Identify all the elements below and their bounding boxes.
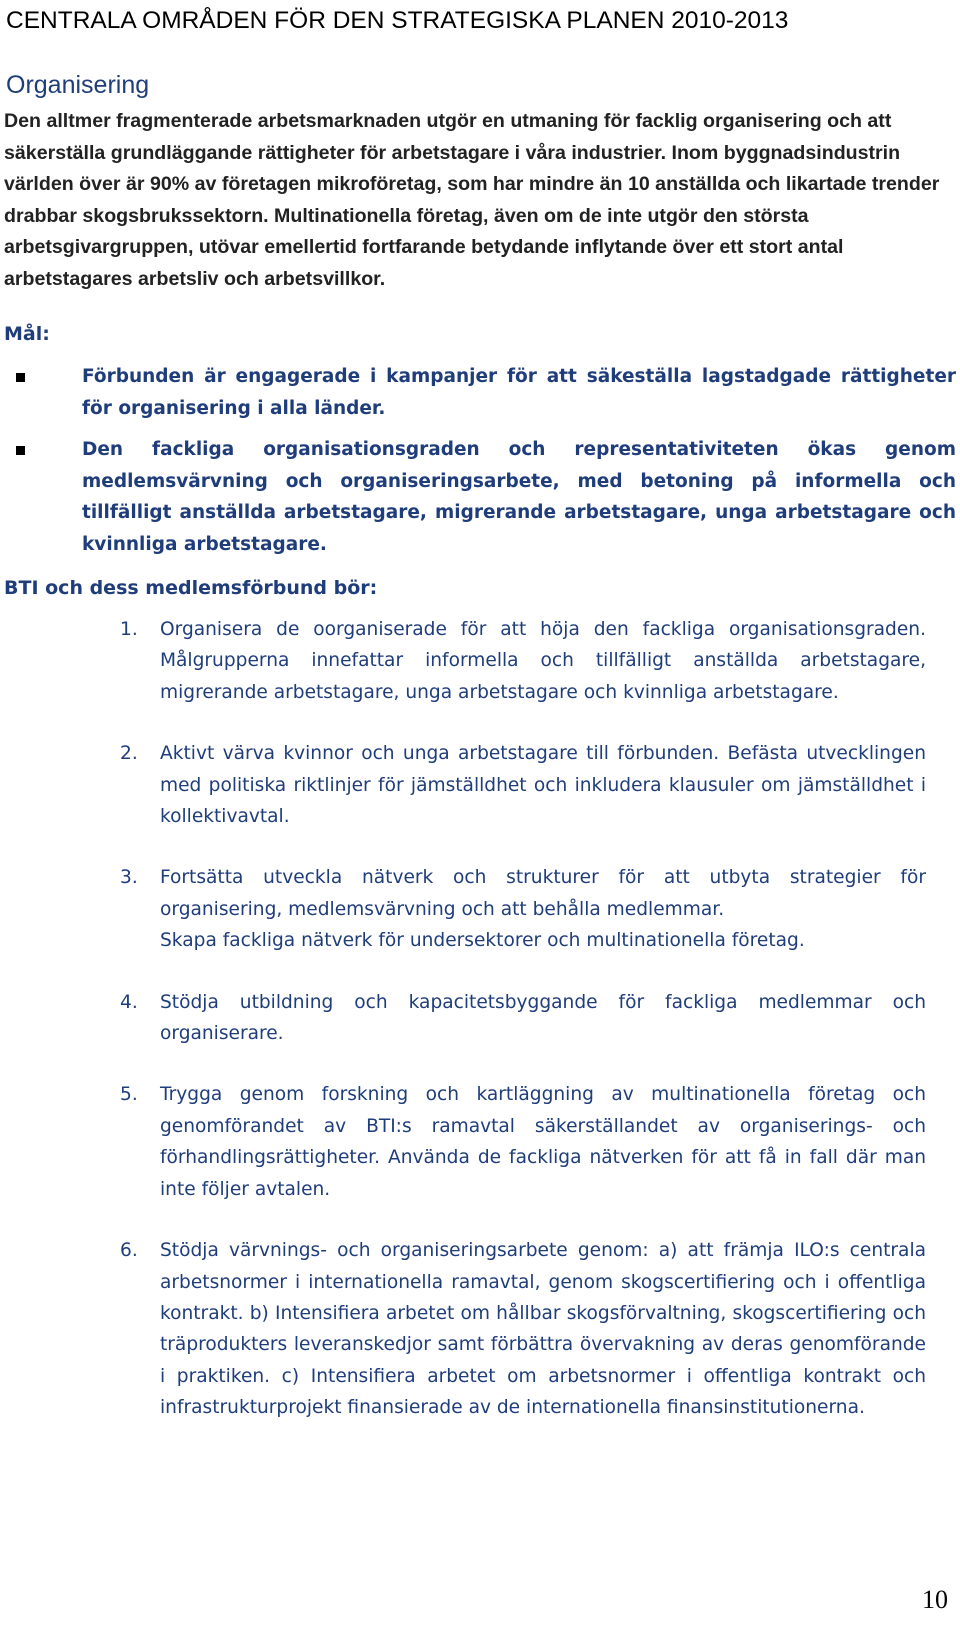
actions-label: BTI och dess medlemsförbund bör: xyxy=(4,577,378,599)
square-bullet-icon xyxy=(16,446,25,455)
goal-text: Den fackliga organisationsgraden och representativiteten ökas genom medlemsvärvning och organiseringsarbete, med betoning på informella och tillfälligt anställda arbetstagare, migrerande arbetstagare, unga arbetstagare och kvinnliga arbetstagare. xyxy=(82,439,956,555)
actions-list xyxy=(120,614,926,1454)
action-text: Stödja utbildning och kapacitetsbyggande för fackliga medlemmar och organiserare. xyxy=(160,991,926,1045)
intro-paragraph xyxy=(4,106,960,295)
section-heading: Organisering xyxy=(6,71,150,99)
action-number: 4. xyxy=(120,991,138,1013)
intro-text: Den alltmer fragmenterade arbetsmarknaden utgör en utmaning för facklig organisering och att säkerställa grundläggande rättigheter för arbetstagare i våra industrier. Inom byggnadsindustrin världen över är 90% av företagen mikroföretag, som har mindre än 10 anställda och likartade trender drabbar skogsbrukssektorn. Multinationella företag, även om de inte utgör den största arbetsgivargruppen, utövar emellertid fortfarande betydande inflytande över ett stort antal arbetstagares arbetsliv och arbetsvillkor. xyxy=(4,110,940,290)
goal-item xyxy=(4,361,956,424)
goals-list xyxy=(4,361,956,570)
action-item xyxy=(120,987,926,1050)
square-bullet-icon xyxy=(16,373,25,382)
action-item xyxy=(120,1235,926,1423)
goals-label: Mål: xyxy=(4,323,50,345)
action-number: 2. xyxy=(120,743,138,765)
action-item xyxy=(120,738,926,832)
action-text: Fortsätta utveckla nätverk och strukturer för att utbyta strategier för organisering, medlemsvärvning och att behålla medlemmar. xyxy=(160,867,926,920)
document-title: CENTRALA OMRÅDEN FÖR DEN STRATEGISKA PLANEN 2010-2013 xyxy=(6,7,789,34)
page-number: 10 xyxy=(922,1585,948,1614)
action-item xyxy=(120,1079,926,1205)
action-text: Aktivt värva kvinnor och unga arbetstagare till förbunden. Befästa utvecklingen med politiska riktlinjer för jämställdhet och inkludera klausuler om jämställdhet i kollektivavtal. xyxy=(160,743,926,828)
action-number: 3. xyxy=(120,867,138,889)
action-number: 5. xyxy=(120,1084,138,1106)
goal-text: Förbunden är engagerade i kampanjer för att säkeställa lagstadgade rättigheter för organisering i alla länder. xyxy=(82,366,956,419)
goal-item xyxy=(4,434,956,560)
action-text: Organisera de oorganiserade för att höja den fackliga organisationsgraden. Målgrupperna innefattar informella och tillfälligt anställda arbetstagare, migrerande arbetstagare, unga arbetstagare och kvinnliga arbetstagare. xyxy=(160,619,926,703)
action-text: Stödja värvnings- och organiseringsarbete genom: a) att främja ILO:s centrala arbetsnormer i internationella ramavtal, genom skogscertifiering och i offentliga kontrakt. b) Intensifiera arbetet om hållbar skogsförvaltning, skogscertifiering och träprodukters leveranskedjor samt förbättra övervakning av deras genomförande i praktiken. c) Intensifiera arbetet om arbetsnormer i offentliga kontrakt och infrastrukturprojekt finansierade av de internationella finansinstitutionerna. xyxy=(160,1240,926,1419)
action-text: Trygga genom forskning och kartläggning av multinationella företag och genomförandet av BTI:s ramavtal säkerställandet av organiserings- och förhandlingsrättigheter. Använda de fackliga nätverken för att få in fall där man inte följer avtalen. xyxy=(160,1084,926,1200)
action-extra-text: Skapa fackliga nätverk för undersektorer och multinationella företag. xyxy=(160,930,805,952)
action-number: 6. xyxy=(120,1240,138,1262)
action-item xyxy=(120,862,926,956)
action-number: 1. xyxy=(120,619,138,640)
action-item xyxy=(120,614,926,708)
